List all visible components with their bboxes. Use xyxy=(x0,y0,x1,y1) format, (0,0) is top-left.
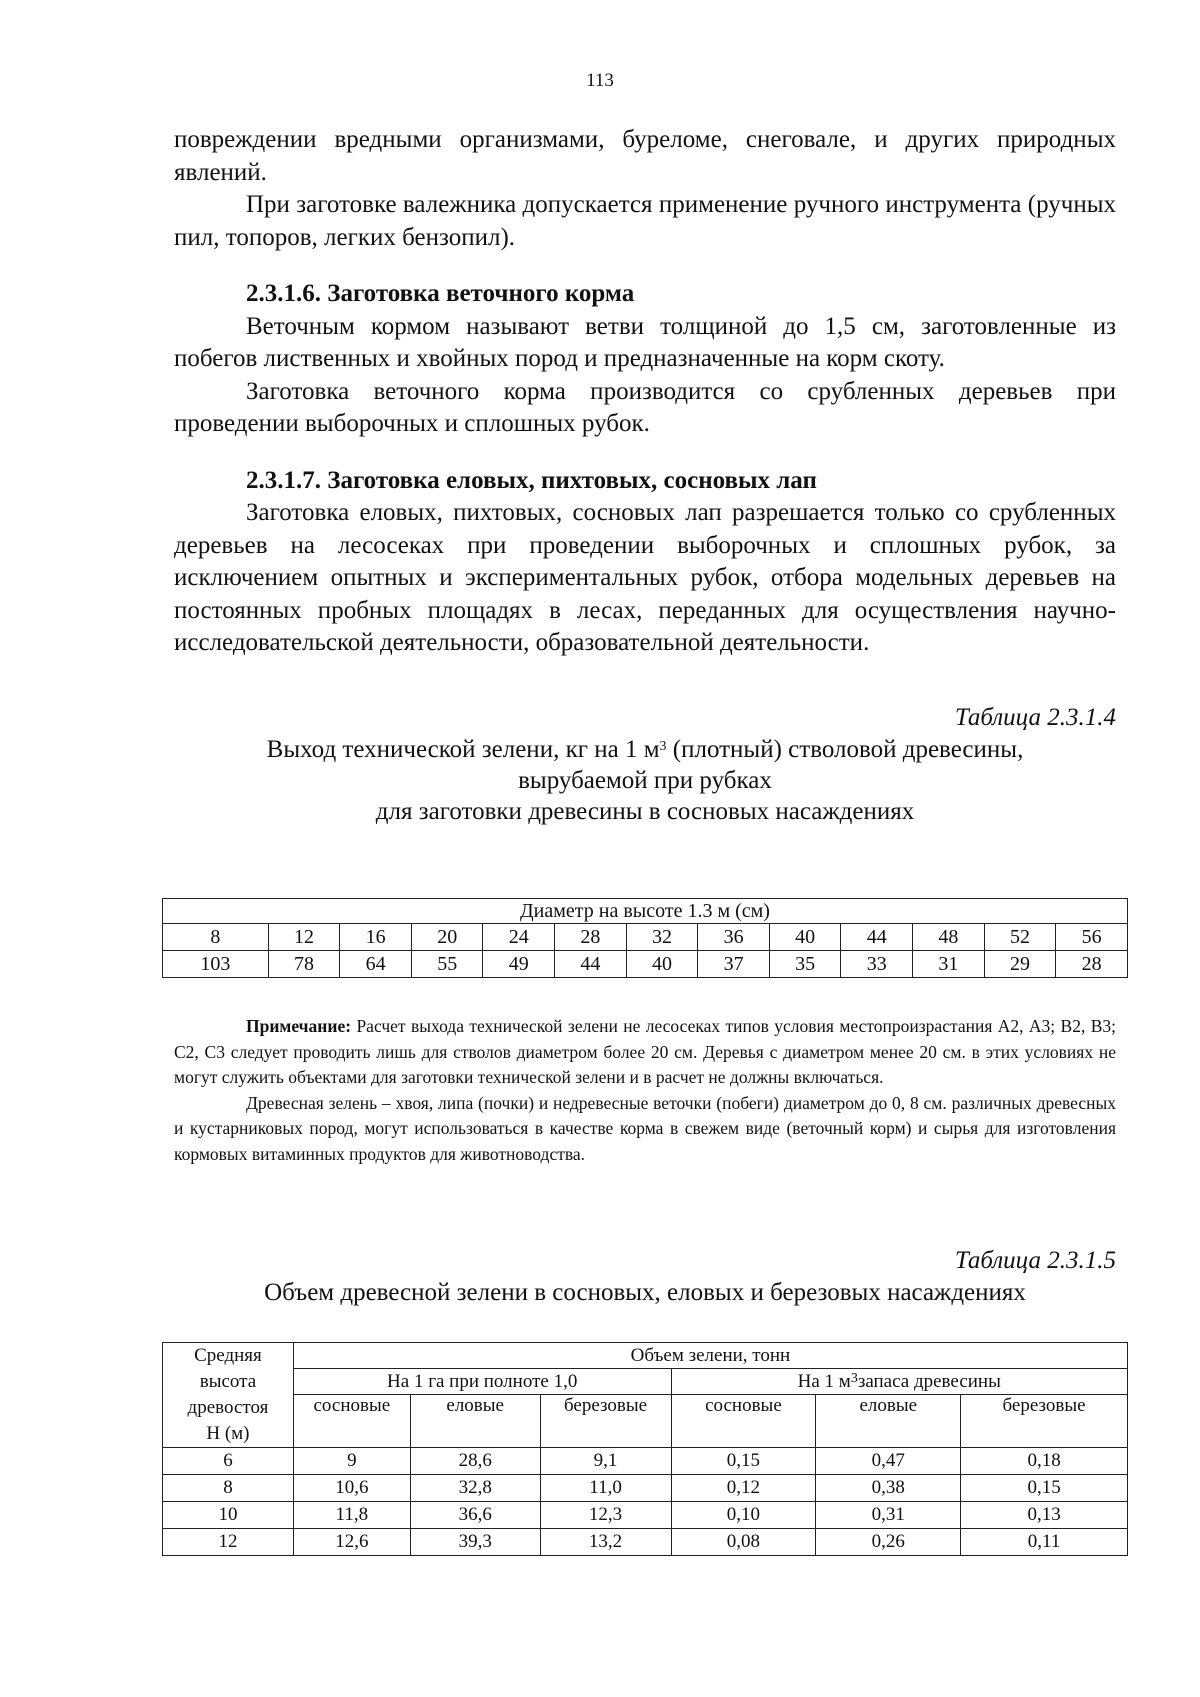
table-cell: 10 xyxy=(163,1502,294,1529)
table-cell: 0,12 xyxy=(671,1475,816,1502)
table-cell: 9,1 xyxy=(540,1448,671,1475)
body-text xyxy=(174,124,1116,827)
diameter-cell: 52 xyxy=(984,924,1056,951)
diameter-cell: 8 xyxy=(163,924,269,951)
sub-header: На 1 $м^3запаса$ древесины xyxy=(671,1369,1128,1395)
table-cell: 8 xyxy=(163,1475,294,1502)
value-cell: 44 xyxy=(555,951,627,978)
table-cell: 13,2 xyxy=(540,1529,671,1556)
volume-table xyxy=(162,1342,1128,1556)
species-header: березовые xyxy=(961,1395,1128,1448)
note xyxy=(174,1014,1116,1167)
value-cell: 37 xyxy=(698,951,770,978)
value-cell: 78 xyxy=(268,951,340,978)
table-cell: 0,18 xyxy=(961,1448,1128,1475)
paragraph: При заготовке валежника допускается применение ручного инструмента (ручных пил, топоров, легких бензопил). xyxy=(174,191,1116,251)
table-cell: 0,47 xyxy=(816,1448,961,1475)
table-title: для заготовки древесины в сосновых насаждениях xyxy=(375,797,915,825)
section-heading: 2.3.1.6. Заготовка веточного корма xyxy=(246,280,635,307)
table-label: Таблица 2.3.1.5 xyxy=(954,1247,1116,1274)
value-cell: 103 xyxy=(163,951,269,978)
table-cell: 11,8 xyxy=(293,1502,410,1529)
table-cell: 12,3 xyxy=(540,1502,671,1529)
note-paragraph: Древесная зелень – хвоя, липа (почки) и недревесные веточки (побеги) диаметром до 0, 8 см. различных древесных и кустарниковых пород, могут использоваться в качестве корма в свежем виде (веточный корм) и сырья для изготовления кормовых витаминных продуктов для животноводства. xyxy=(174,1092,1116,1164)
table-cell: 12 xyxy=(163,1529,294,1556)
table-cell: 11,0 xyxy=(540,1475,671,1502)
yield-table xyxy=(162,898,1128,978)
value-cell: 40 xyxy=(626,951,698,978)
diameter-cell: 48 xyxy=(913,924,985,951)
species-header: сосновые xyxy=(293,1395,410,1448)
section-heading: 2.3.1.7. Заготовка еловых, пихтовых, сосновых лап xyxy=(246,466,817,494)
table-label: Таблица 2.3.1.4 xyxy=(954,703,1116,731)
species-header: сосновые xyxy=(671,1395,816,1448)
table-cell: 0,11 xyxy=(961,1529,1128,1556)
diameter-cell: 20 xyxy=(411,924,483,951)
height-header: Средняя высота древостоя Н (м) xyxy=(163,1343,294,1448)
table-cell: 0,08 xyxy=(671,1529,816,1556)
value-cell: 64 xyxy=(340,951,412,978)
value-cell: 28 xyxy=(1056,951,1128,978)
note-paragraph: Примечание: Расчет выхода технической зелени не лесосеках типов условия местопроизрастания А2, А3; В2, В3; С2, С3 следует проводить лишь для стволов диаметром более 20 см. Деревья с диаметром менее 20 см. в этих условиях не могут служить объектами для заготовки технической зелени и в расчет не должны включаться. xyxy=(174,1016,1116,1087)
table-row xyxy=(163,1475,1128,1502)
value-cell: 29 xyxy=(984,951,1056,978)
table-cell: 0,26 xyxy=(816,1529,961,1556)
superscript: 3 xyxy=(659,738,667,754)
sub-header: На 1 га при полноте 1,0 xyxy=(293,1369,671,1395)
value-cell: 31 xyxy=(913,951,985,978)
value-cell: 35 xyxy=(769,951,841,978)
table-cell: 39,3 xyxy=(410,1529,540,1556)
value-cell: 33 xyxy=(841,951,913,978)
table-cell: 0,13 xyxy=(961,1502,1128,1529)
note-label: Примечание: xyxy=(246,1016,352,1036)
paragraph: повреждении вредными организмами, буреломе, снеговале, и других природных явлений. xyxy=(174,126,1116,186)
table-row xyxy=(163,1502,1128,1529)
paragraph: Заготовка еловых, пихтовых, сосновых лап разрешается только со срубленных деревьев на лесосеках при проведении выборочных и сплошных рубок, за исключением опытных и экспериментальных рубок, отбора модельных деревьев на постоянных пробных площадях в лесах, переданных для осуществления научно-исследовательской деятельности, образовательной деятельности. xyxy=(174,499,1116,656)
diameter-cell: 44 xyxy=(841,924,913,951)
species-header: еловые xyxy=(816,1395,961,1448)
table-cell: 0,10 xyxy=(671,1502,816,1529)
table-header: Диаметр на высоте 1.3 м (см) xyxy=(163,899,1128,924)
table-row xyxy=(163,1448,1128,1475)
table-cell: 0,15 xyxy=(671,1448,816,1475)
page-number: 113 xyxy=(586,70,614,91)
table-cell: 28,6 xyxy=(410,1448,540,1475)
table-cell: 9 xyxy=(293,1448,410,1475)
table2-caption xyxy=(174,1245,1116,1308)
table-cell: 6 xyxy=(163,1448,294,1475)
diameter-cell: 56 xyxy=(1056,924,1128,951)
diameter-cell: 28 xyxy=(555,924,627,951)
table-title: вырубаемой при рубках xyxy=(518,766,772,794)
diameter-cell: 32 xyxy=(626,924,698,951)
group-header: Объем зелени, тонн xyxy=(293,1343,1127,1369)
value-cell: 49 xyxy=(483,951,555,978)
table-row xyxy=(163,1529,1128,1556)
diameter-cell: 16 xyxy=(340,924,412,951)
table-cell: 0,38 xyxy=(816,1475,961,1502)
paragraph: Веточным кормом называют ветви толщиной до 1,5 см, заготовленные из побегов лиственных и хвойных пород и предназначенные на корм скоту. xyxy=(174,312,1116,372)
diameter-cell: 24 xyxy=(483,924,555,951)
table-cell: 10,6 xyxy=(293,1475,410,1502)
table-cell: 36,6 xyxy=(410,1502,540,1529)
table-title: Объем древесной зелени в сосновых, еловых и березовых насаждениях xyxy=(264,1279,1026,1306)
diameter-cell: 40 xyxy=(769,924,841,951)
paragraph: Заготовка веточного корма производится со срубленных деревьев при проведении выборочных и сплошных рубок. xyxy=(174,377,1116,437)
table-cell: 32,8 xyxy=(410,1475,540,1502)
table-cell: 0,31 xyxy=(816,1502,961,1529)
species-header: березовые xyxy=(540,1395,671,1448)
diameter-cell: 36 xyxy=(698,924,770,951)
table-title: Выход технической зелени, кг на 1 $м^3$ (плотный) стволовой древесины, xyxy=(266,735,1024,763)
species-header: еловые xyxy=(410,1395,540,1448)
table-cell: 12,6 xyxy=(293,1529,410,1556)
diameter-cell: 12 xyxy=(268,924,340,951)
value-cell: 55 xyxy=(411,951,483,978)
table-cell: 0,15 xyxy=(961,1475,1128,1502)
